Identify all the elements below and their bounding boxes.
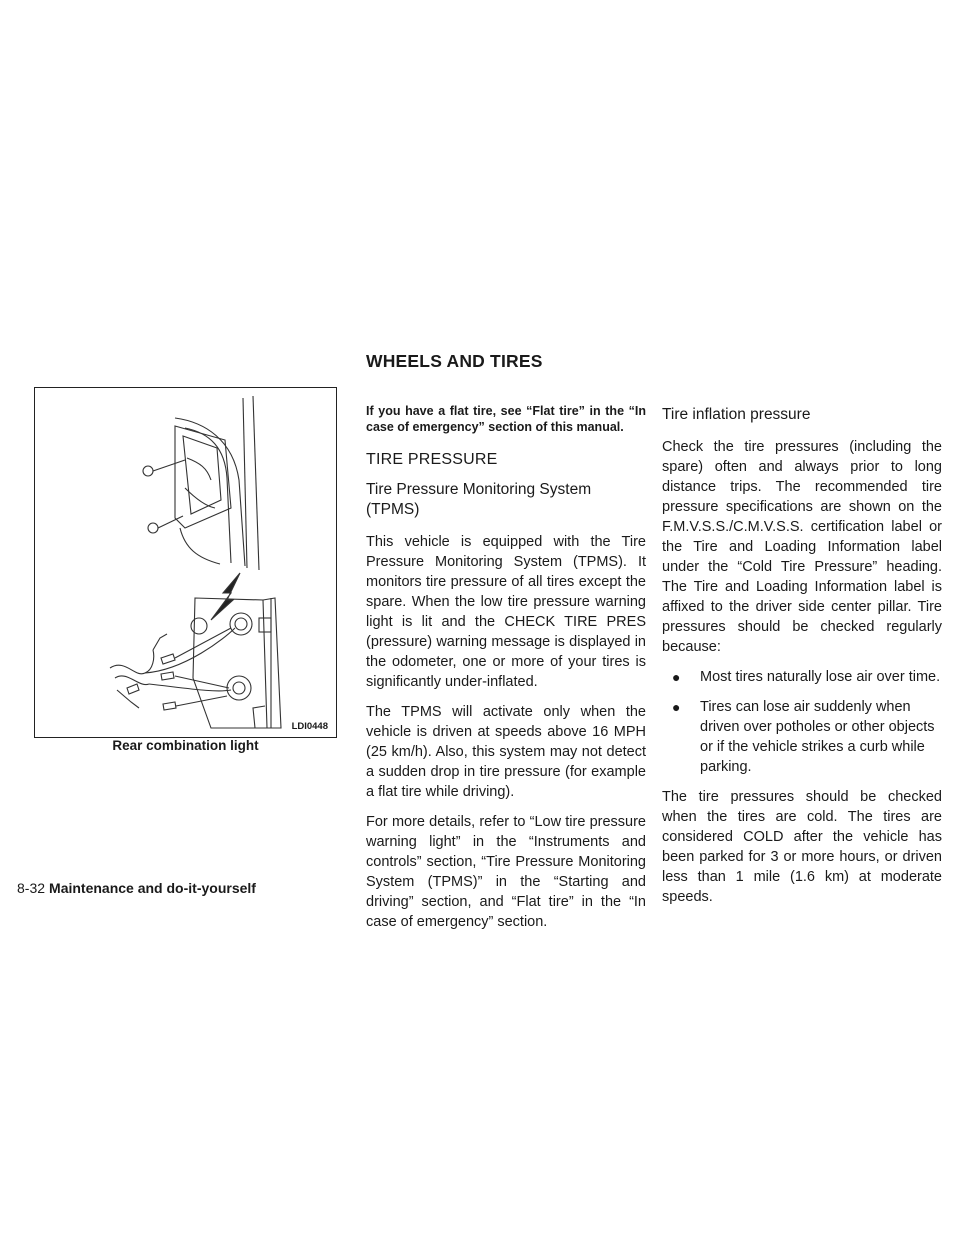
inflation-bullet-list	[662, 667, 942, 777]
rear-combination-light-figure	[34, 387, 337, 738]
flat-tire-note: If you have a flat tire, see “Flat tire” in the “In case of emergency” section of this manual.	[366, 404, 646, 434]
list-item: ● Most tires naturally lose air over time.	[672, 669, 941, 685]
figure-caption: Rear combination light	[112, 738, 259, 753]
tire-pressure-heading: TIRE PRESSURE	[366, 451, 498, 468]
page-footer	[17, 880, 256, 896]
bullet-icon: ●	[672, 699, 681, 715]
rear-combination-light-illustration	[35, 388, 336, 737]
tpms-paragraph-3: For more details, refer to “Low tire pressure warning light” in the “Instruments and controls” section, “Tire Pressure Monitoring System (TPMS)” in the “Starting and driving” section, and “Flat tire” in the “In case of emergency” section.	[366, 814, 646, 930]
footer-section-name: Maintenance and do-it-yourself	[49, 880, 256, 896]
middle-column	[366, 403, 646, 942]
section-title: WHEELS AND TIRES	[366, 351, 543, 371]
tpms-subheading: Tire Pressure Monitoring System (TPMS)	[366, 481, 592, 518]
right-column	[662, 405, 942, 917]
figure-id-label: LDI0448	[291, 721, 328, 732]
tpms-paragraph-2: The TPMS will activate only when the vehicle is driven at speeds above 16 MPH (25 km/h). Also, this system may not detect a sudden drop in tire pressure (for example a flat tire while driving).	[366, 704, 646, 800]
cold-tire-paragraph: The tire pressures should be checked when the tires are cold. The tires are considered COLD after the vehicle has been parked for 3 or more hours, or driven less than 1 mile (1.6 km) at moderate speeds.	[662, 789, 942, 905]
list-item: ● Tires can lose air suddenly when driven over potholes or other objects or if the vehicle strikes a curb while parking.	[672, 699, 935, 775]
tire-inflation-subheading: Tire inflation pressure	[662, 406, 811, 423]
tpms-paragraph-1: This vehicle is equipped with the Tire Pressure Monitoring System (TPMS). It monitors tire pressure of all tires except the spare. When the low tire pressure warning light is lit and the CHECK TIRE PRES (pressure) warning message is displayed in the odometer, one or more of your tires is significantly under-inflated.	[366, 534, 646, 690]
bullet-icon: ●	[672, 669, 681, 685]
page-number: 8-32	[17, 880, 46, 896]
inflation-intro-paragraph: Check the tire pressures (including the spare) often and always prior to long distance trips. The recommended tire pressure specifications are shown on the F.M.V.S.S./C.M.V.S.S. certification label or the Tire and Loading Information label under the “Cold Tire Pressure” heading. The Tire and Loading Information label is affixed to the driver side center pillar. Tire pressures should be checked regularly because:	[662, 439, 942, 655]
